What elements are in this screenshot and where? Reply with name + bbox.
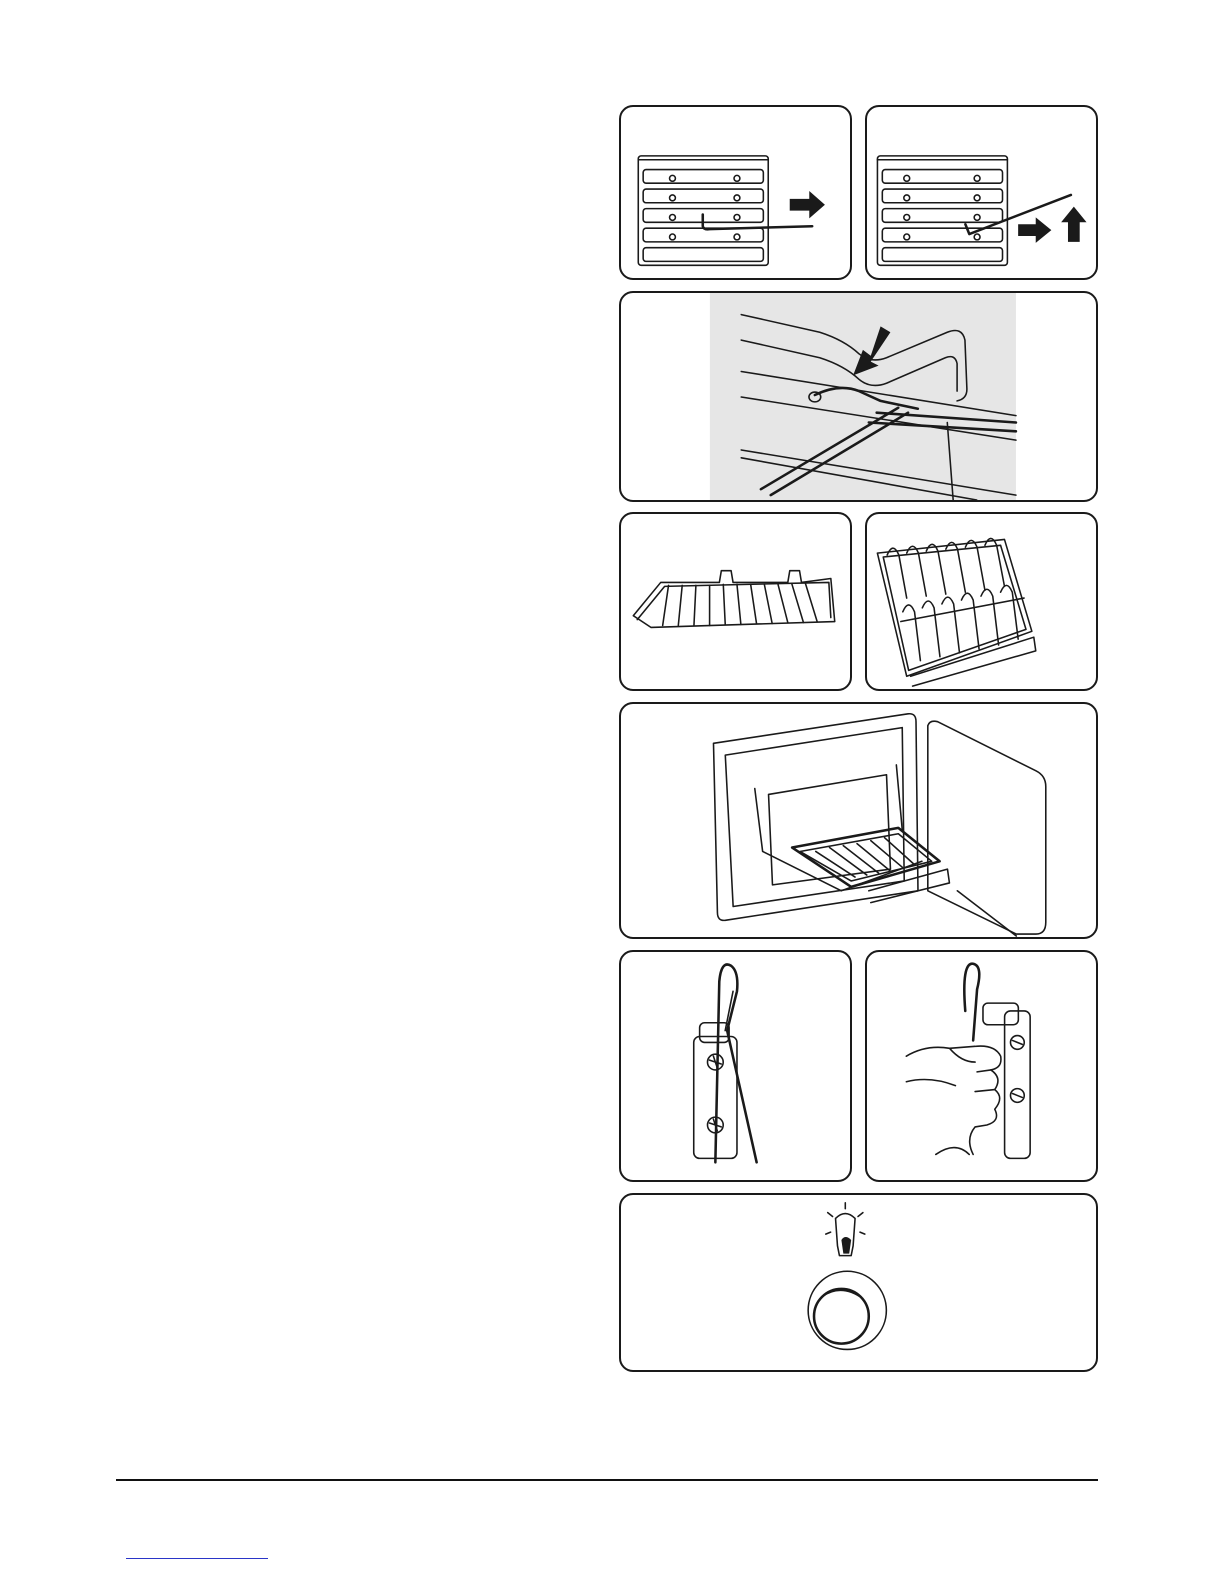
figure-oven-light-switch: [619, 1193, 1098, 1372]
figure-shelf-stop-notch: [619, 291, 1098, 502]
figure-door-hinge-hand: [865, 950, 1098, 1182]
shelf-support-remove-icon: [621, 107, 850, 278]
figure-plate-rack: [865, 512, 1098, 691]
plate-rack-icon: [867, 514, 1096, 689]
figure-door-hinge: [619, 950, 852, 1182]
shelf-rail-icon: [621, 293, 1096, 500]
flat-shelf-icon: [621, 514, 850, 689]
footer-link-underline[interactable]: [126, 1558, 268, 1559]
footer-rule: [116, 1479, 1098, 1481]
figure-shelf-support-lift-out: [865, 105, 1098, 280]
figure-grill-pan-in-oven: [619, 702, 1098, 939]
oven-light-switch-icon: [621, 1195, 1096, 1370]
grill-pan-icon: [621, 704, 1096, 937]
figure-shelf-support-slide-out: [619, 105, 852, 280]
door-hinge-hand-icon: [867, 952, 1096, 1180]
shelf-support-lift-icon: [867, 107, 1096, 278]
door-hinge-icon: [621, 952, 850, 1180]
figure-flat-shelf: [619, 512, 852, 691]
